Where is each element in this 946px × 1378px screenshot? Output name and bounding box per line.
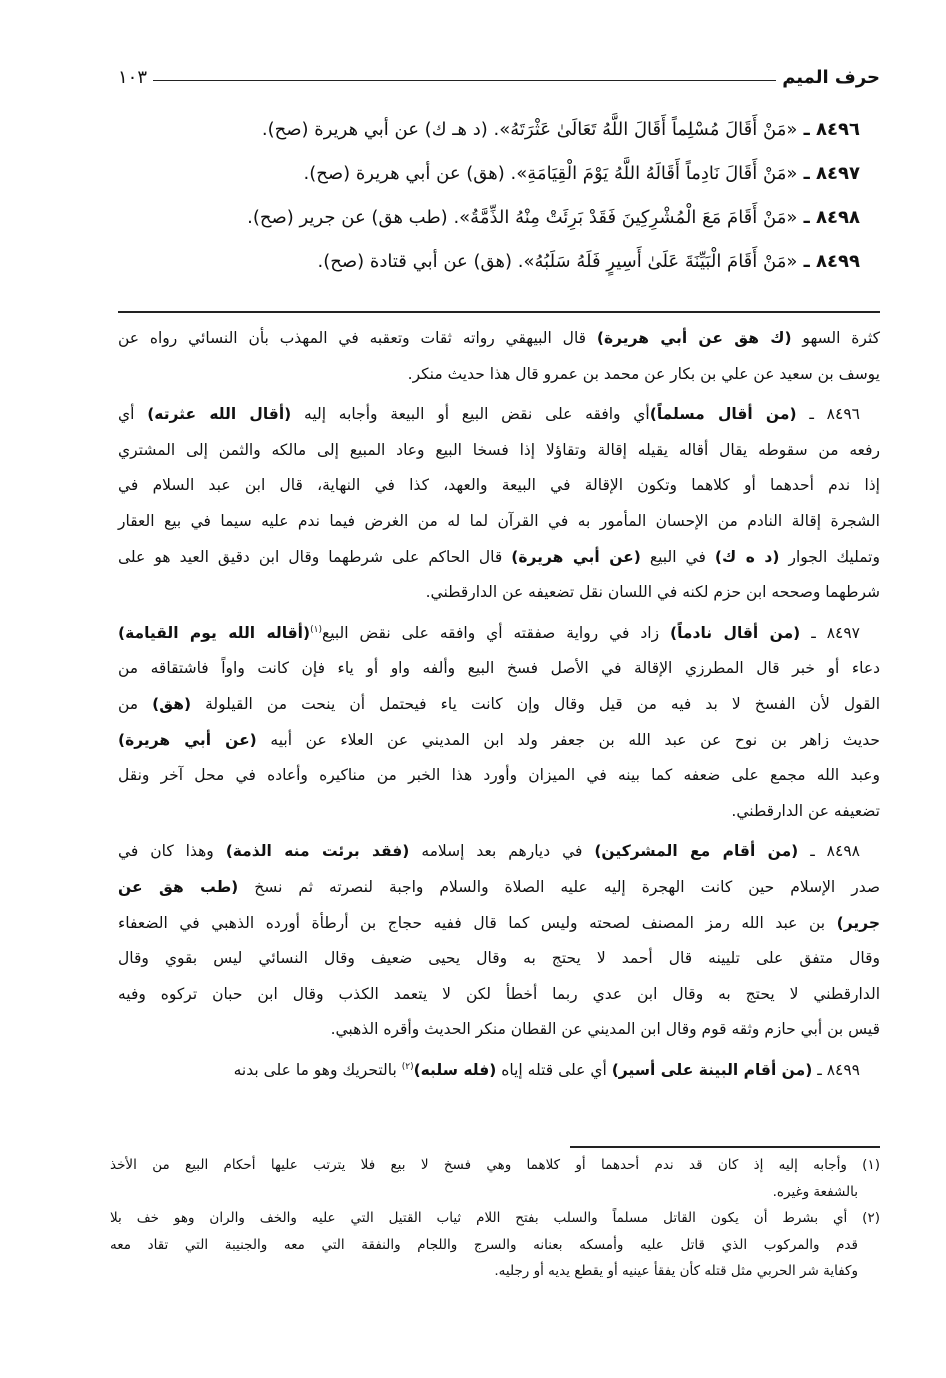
text-run: وعبد الله مجمع على ضعفه كما بينه في الميزان وأورد هذا الخبر من مناكيره وأعاده في محل آخر ونقل: [118, 766, 880, 785]
commentary-line: [118, 357, 880, 393]
commentary-line: [118, 504, 880, 540]
text-run: القول لأن الفسخ لا بد فيه من قيل وقال وإن كانت ياء فيحتمل أن ينحت من القيلولة: [191, 694, 880, 713]
text-run: أي وافقه على نقض البيع أو البيعة وأجابه إليه: [291, 405, 650, 424]
hadith-source: (هق) عن أبي قتادة (صح).: [317, 251, 513, 272]
text-run: في البيع: [640, 547, 715, 566]
footnote-line: بالشفعة وغيره.: [772, 1183, 858, 1200]
text-run: دعاء أو خبر قال المطرزي الإقالة في الأصل فسخ البيع وألفه واو أو ياء فإن كانت واواً فاشتقاقه من: [118, 659, 880, 678]
hadith-source: (د هـ ك) عن أبي هريرة (صح).: [261, 119, 488, 140]
hadith-number: ٨٤٩٧ ـ: [797, 163, 860, 184]
commentary-line: [118, 1012, 880, 1048]
commentary-line: [118, 687, 880, 723]
quoted-phrase: (هق): [152, 694, 192, 713]
commentary-line: [118, 575, 880, 611]
commentary-line: [118, 794, 880, 830]
text-run: الدارقطني لا يحتج به وقال ابن عدي ربما أخطأ لكن لا يتعمد الكذب وقال ابن حبان تركوه وفيه: [118, 984, 880, 1003]
text-run: ٨٤٩٩ ـ: [812, 1060, 860, 1079]
footnote-line: قدم والمركوب الذي قاتل عليه وأمسكه بعنانه والسرج واللجام والنفقة التي معه والجنيبة التي تقاد معه: [110, 1236, 858, 1253]
quoted-phrase: (فقد برئت منه الذمة): [225, 842, 410, 861]
page-number: ١٠٣: [118, 67, 148, 88]
text-run: من: [118, 694, 153, 713]
commentary-paragraph: [118, 616, 880, 830]
quoted-phrase: (عن أبي هريرة): [118, 730, 257, 749]
hadith-entry: [118, 196, 860, 240]
commentary: [118, 321, 880, 1093]
text-run: كثرة السهو: [791, 329, 881, 347]
commentary-line: [118, 616, 880, 652]
text-run: الشجرة إقالة النادم من الإحسان المأمور به في القرآن لما له من الغرض فيما ندم عليه سيما في بيع العقار: [118, 511, 880, 530]
commentary-line: [118, 906, 880, 942]
text-run: تضعيفه عن الدارقطني.: [731, 801, 880, 820]
commentary-line: [118, 941, 880, 977]
commentary-line: [118, 321, 880, 357]
commentary-line: [118, 1053, 880, 1089]
text-run: قال الحاكم على شرطهما وقال ابن دقيق العيد هو على: [118, 547, 512, 566]
commentary-line: [118, 433, 880, 469]
main-text-divider: [118, 311, 880, 313]
hadith-number: ٨٤٩٨ ـ: [797, 207, 860, 228]
footnote-line: (١) وأجابه إليه إذ كان قد ندم أحدهما أو كلاهما وهي فسخ لا بيع فلا يترتب عليها أحكام البيع من الأخذ: [110, 1157, 880, 1173]
quoted-phrase: (من أقام البينة على أسير): [611, 1060, 813, 1079]
quoted-phrase: (من أقام مع المشركين): [594, 842, 799, 861]
hadith-entry: [118, 152, 860, 196]
quoted-phrase: (د ه ك): [714, 547, 780, 566]
text-run: ٨٤٩٨ ـ: [798, 842, 860, 861]
commentary-line: [118, 540, 880, 576]
hadith-entry: [118, 240, 860, 284]
commentary-line: [118, 723, 880, 759]
footnote-line: (٢) أي بشرط أن يكون القاتل مسلماً والسلب بفتح اللام ثياب القتيل التي عليه والخف والران وهو خف بلا: [110, 1210, 880, 1226]
quoted-phrase: (عن أبي هريرة): [511, 547, 641, 566]
text-run: ٨٤٩٧ ـ: [800, 623, 860, 642]
text-run: يوسف بن سعيد عن علي بن بكار عن محمد بن عمرو قال هذا حديث منكر.: [407, 364, 880, 383]
header-rule: [153, 80, 776, 81]
commentary-line: [118, 468, 880, 504]
commentary-line: [118, 397, 880, 433]
footnote-divider: [570, 1146, 880, 1148]
text-run: أي على قتله إياه: [496, 1060, 612, 1079]
quoted-phrase: (أقاله الله يوم القيامة): [118, 623, 311, 642]
commentary-line: [118, 758, 880, 794]
quoted-phrase: جرير): [836, 913, 880, 932]
text-run: إذا ندم أحدهما أو كلاهما وتكون الإقالة في البيعة والعهد، كذا في النهاية، قال ابن عبد السلام في: [118, 476, 880, 495]
text-run: حديث زاهر بن نوح عن عبد الله بن جعفر ولد ابن المديني عن العلاء عن أبيه: [256, 730, 880, 749]
text-run: وتمليك الجوار: [779, 547, 880, 566]
text-run: وقال متفق على تليينه قال أحمد لا يحتج به وقال يحيى ضعيف وقال النسائي ليس بقوي وقال: [118, 949, 880, 968]
hadith-text: «مَنْ أَقَالَ مُسْلِماً أَقَالَ اللَّهُ تَعَالَىٰ عَثْرَتَهُ».: [487, 119, 798, 140]
text-run: بن عبد الله رمز المصنف لصحته وليس كما قال ففيه حجاج بن أرطأة أورده الذهبي في الضعفاء: [118, 913, 837, 932]
commentary-line: [118, 977, 880, 1013]
footnote-ref: (١): [310, 624, 322, 635]
hadith-text: «مَنْ أَقَامَ مَعَ الْمُشْرِكِينَ فَقَدْ بَرِئَتْ مِنْهُ الذِّمَّةُ».: [447, 207, 798, 228]
text-run: زاد في رواية صفقته أي وافقه على نقض البيع: [321, 623, 670, 642]
quoted-phrase: (من أقال نادماً): [670, 623, 801, 642]
quoted-phrase: (فله سلبه): [413, 1060, 497, 1079]
running-header: [118, 58, 880, 88]
hadith-number: ٨٤٩٦ ـ: [797, 119, 860, 140]
text-run: أي: [118, 405, 148, 424]
commentary-paragraph: [118, 321, 880, 392]
text-run: شرطهما وصححه ابن حزم لكنه في اللسان نقل تضعيفه عن الدارقطني.: [425, 583, 880, 602]
chapter-title: حرف الميم: [782, 67, 880, 88]
footnote-ref: (٢): [401, 1061, 414, 1072]
text-run: قيس بن أبي حازم وثقه قوم وقال ابن المديني عن القطان منكر الحديث وأقره الذهبي.: [330, 1020, 880, 1039]
text-run: قال البيهقي رواته ثقات وتعقبه في المهذب بأن النسائي رواه عن: [118, 329, 597, 347]
hadith-list: [118, 108, 860, 284]
text-run: في ديارهم بعد إسلامه: [409, 842, 595, 861]
commentary-paragraph: [118, 397, 880, 611]
hadith-text: «مَنْ أَقَالَ نَادِماً أَقَالَهُ اللَّهُ يَوْمَ الْقِيَامَةِ».: [504, 163, 798, 184]
commentary-paragraph: [118, 1053, 880, 1089]
text-run: رفعه من سقوطه يقال أقاله يقيله إقالة وتقاؤلا إذا فسخا البيع وعاد المبيع إلى مالكه والثمن إلى المشتري: [118, 440, 880, 459]
hadith-source: (طب هق) عن جرير (صح).: [247, 207, 448, 228]
commentary-paragraph: [118, 834, 880, 1048]
hadith-source: (هق) عن أبي هريرة (صح).: [303, 163, 505, 184]
footnotes: [110, 1152, 880, 1285]
quoted-phrase: (طب هق عن: [118, 877, 239, 896]
commentary-line: [118, 834, 880, 870]
quoted-phrase: (أقال الله عثرته): [147, 405, 292, 424]
text-run: وهذا كان في: [118, 842, 226, 861]
hadith-entry: [118, 108, 860, 152]
quoted-phrase: (من أقال مسلماً): [649, 405, 797, 424]
hadith-number: ٨٤٩٩ ـ: [797, 251, 860, 272]
hadith-text: «مَنْ أَقَامَ الْبَيِّنَةَ عَلَىٰ أَسِيرٍ فَلَهُ سَلَبُهُ».: [512, 251, 798, 272]
text-run: بالتحريك وهو ما على بدنه: [233, 1060, 402, 1079]
text-run: ٨٤٩٦ ـ: [796, 405, 860, 424]
quoted-phrase: (ك هق عن أبي هريرة): [596, 329, 792, 347]
text-run: صدر الإسلام حين كانت الهجرة إليه عليه الصلاة والسلام واجبة لنصرته ثم نسخ: [238, 877, 880, 896]
commentary-line: [118, 651, 880, 687]
footnote-line: وكفاية شر الحربي مثل قتله كأن يفقأ عينيه أو يقطع يديه أو رجليه.: [494, 1263, 858, 1279]
commentary-line: [118, 870, 880, 906]
